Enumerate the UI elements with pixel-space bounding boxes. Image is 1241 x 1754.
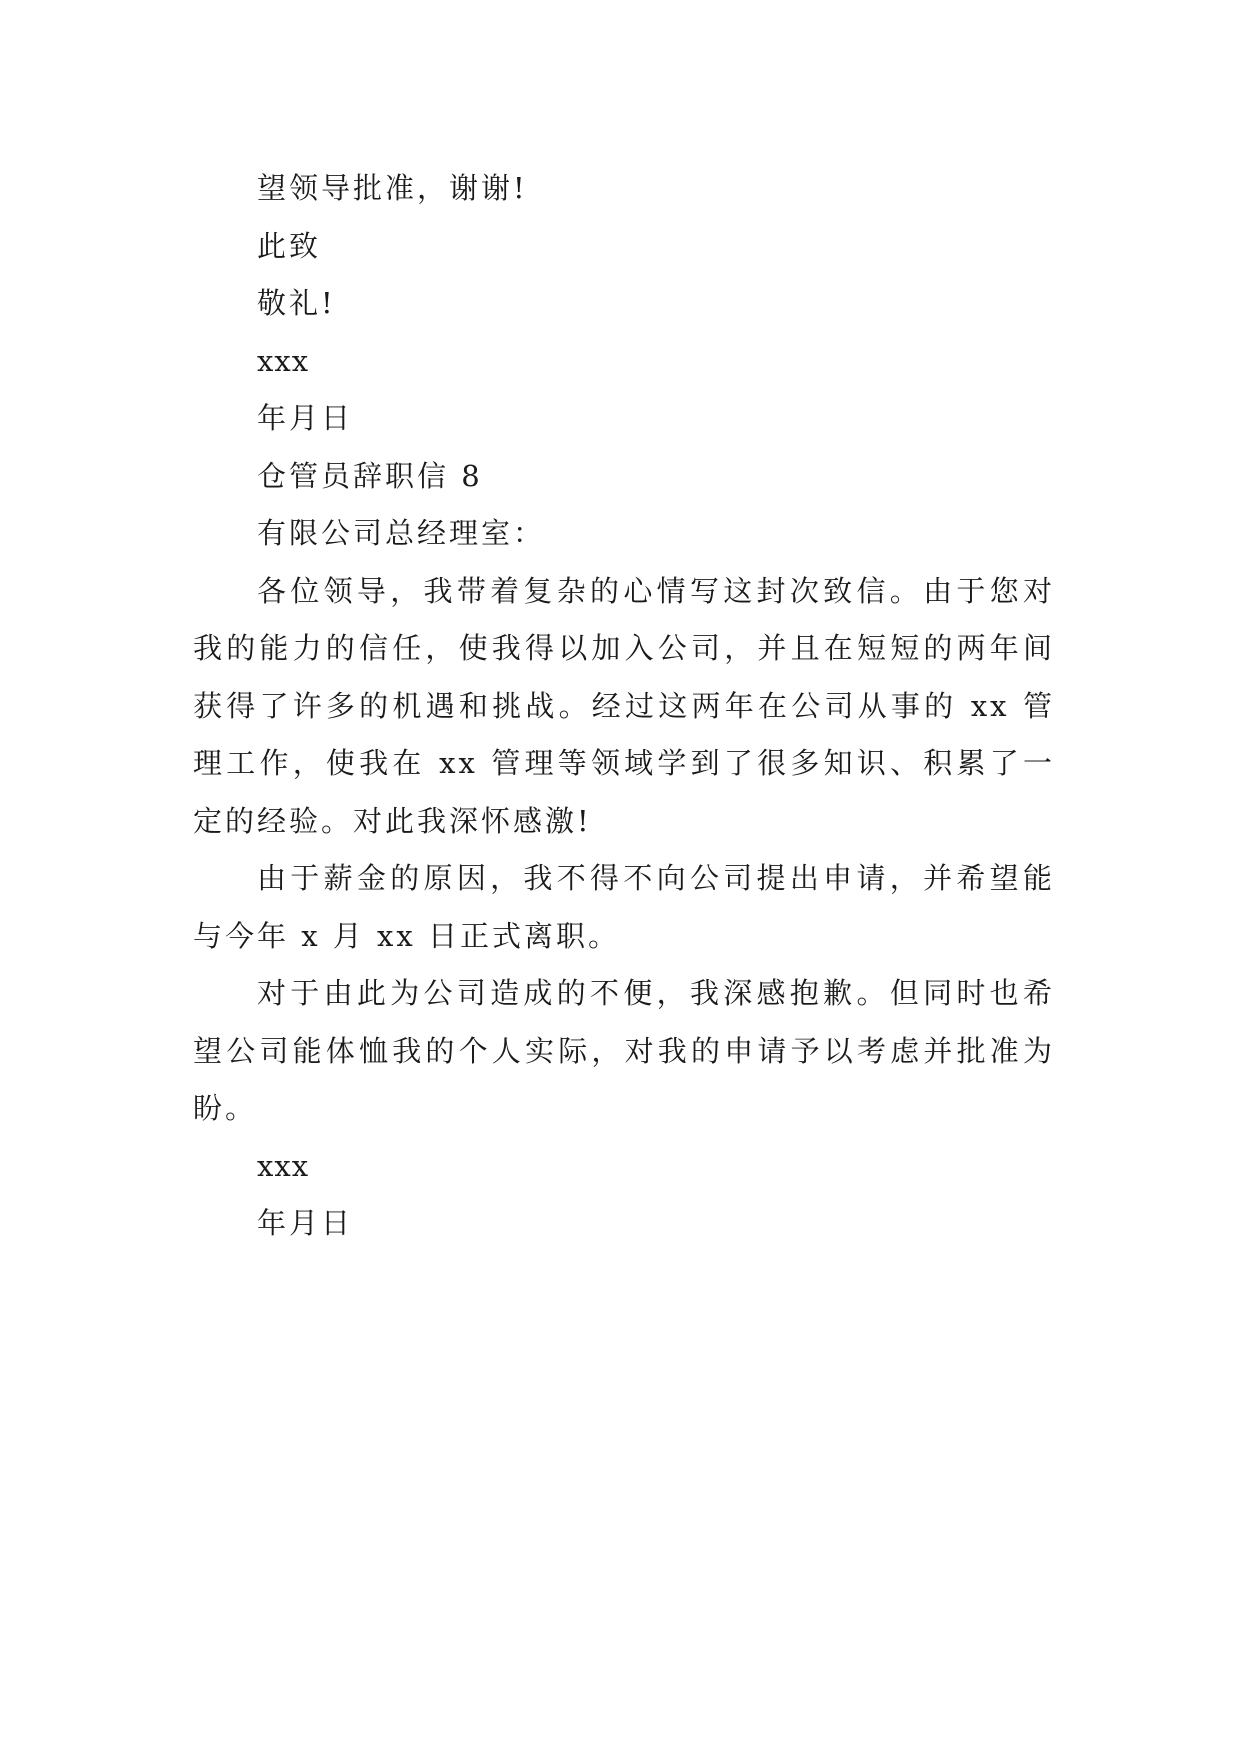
closing-signature-name: xxx [257, 1148, 310, 1183]
closing-request-line: 望领导批准，谢谢! [257, 171, 528, 205]
signature-name: xxx [257, 343, 310, 378]
document-body [193, 160, 1055, 1253]
body-paragraph-apology: 对于由此为公司造成的不便，我深感抱歉。但同时也希望公司能体恤我的个人实际，对我的申请予以考虑并批准为盼。 [193, 976, 1055, 1125]
salutation-jingli: 敬礼! [257, 286, 336, 320]
signature-date: 年月日 [257, 401, 354, 435]
salutation-cizhi: 此致 [257, 228, 322, 263]
closing-signature-date: 年月日 [257, 1206, 354, 1240]
letter-title: 仓管员辞职信 8 [257, 458, 483, 493]
body-paragraph-reason: 由于薪金的原因，我不得不向公司提出申请，并希望能与今年 x 月 xx 日正式离职。 [193, 861, 1055, 953]
recipient-line: 有限公司总经理室： [257, 516, 546, 550]
body-paragraph-gratitude: 各位领导，我带着复杂的心情写这封次致信。由于您对我的能力的信任，使我得以加入公司，并且在短短的两年间获得了许多的机遇和挑战。经过这两年在公司从事的 xx 管理工作，使我在 xx 管理等领域学到了很多知识、积累了一定的经验。对此我深怀感激! [193, 573, 1055, 838]
